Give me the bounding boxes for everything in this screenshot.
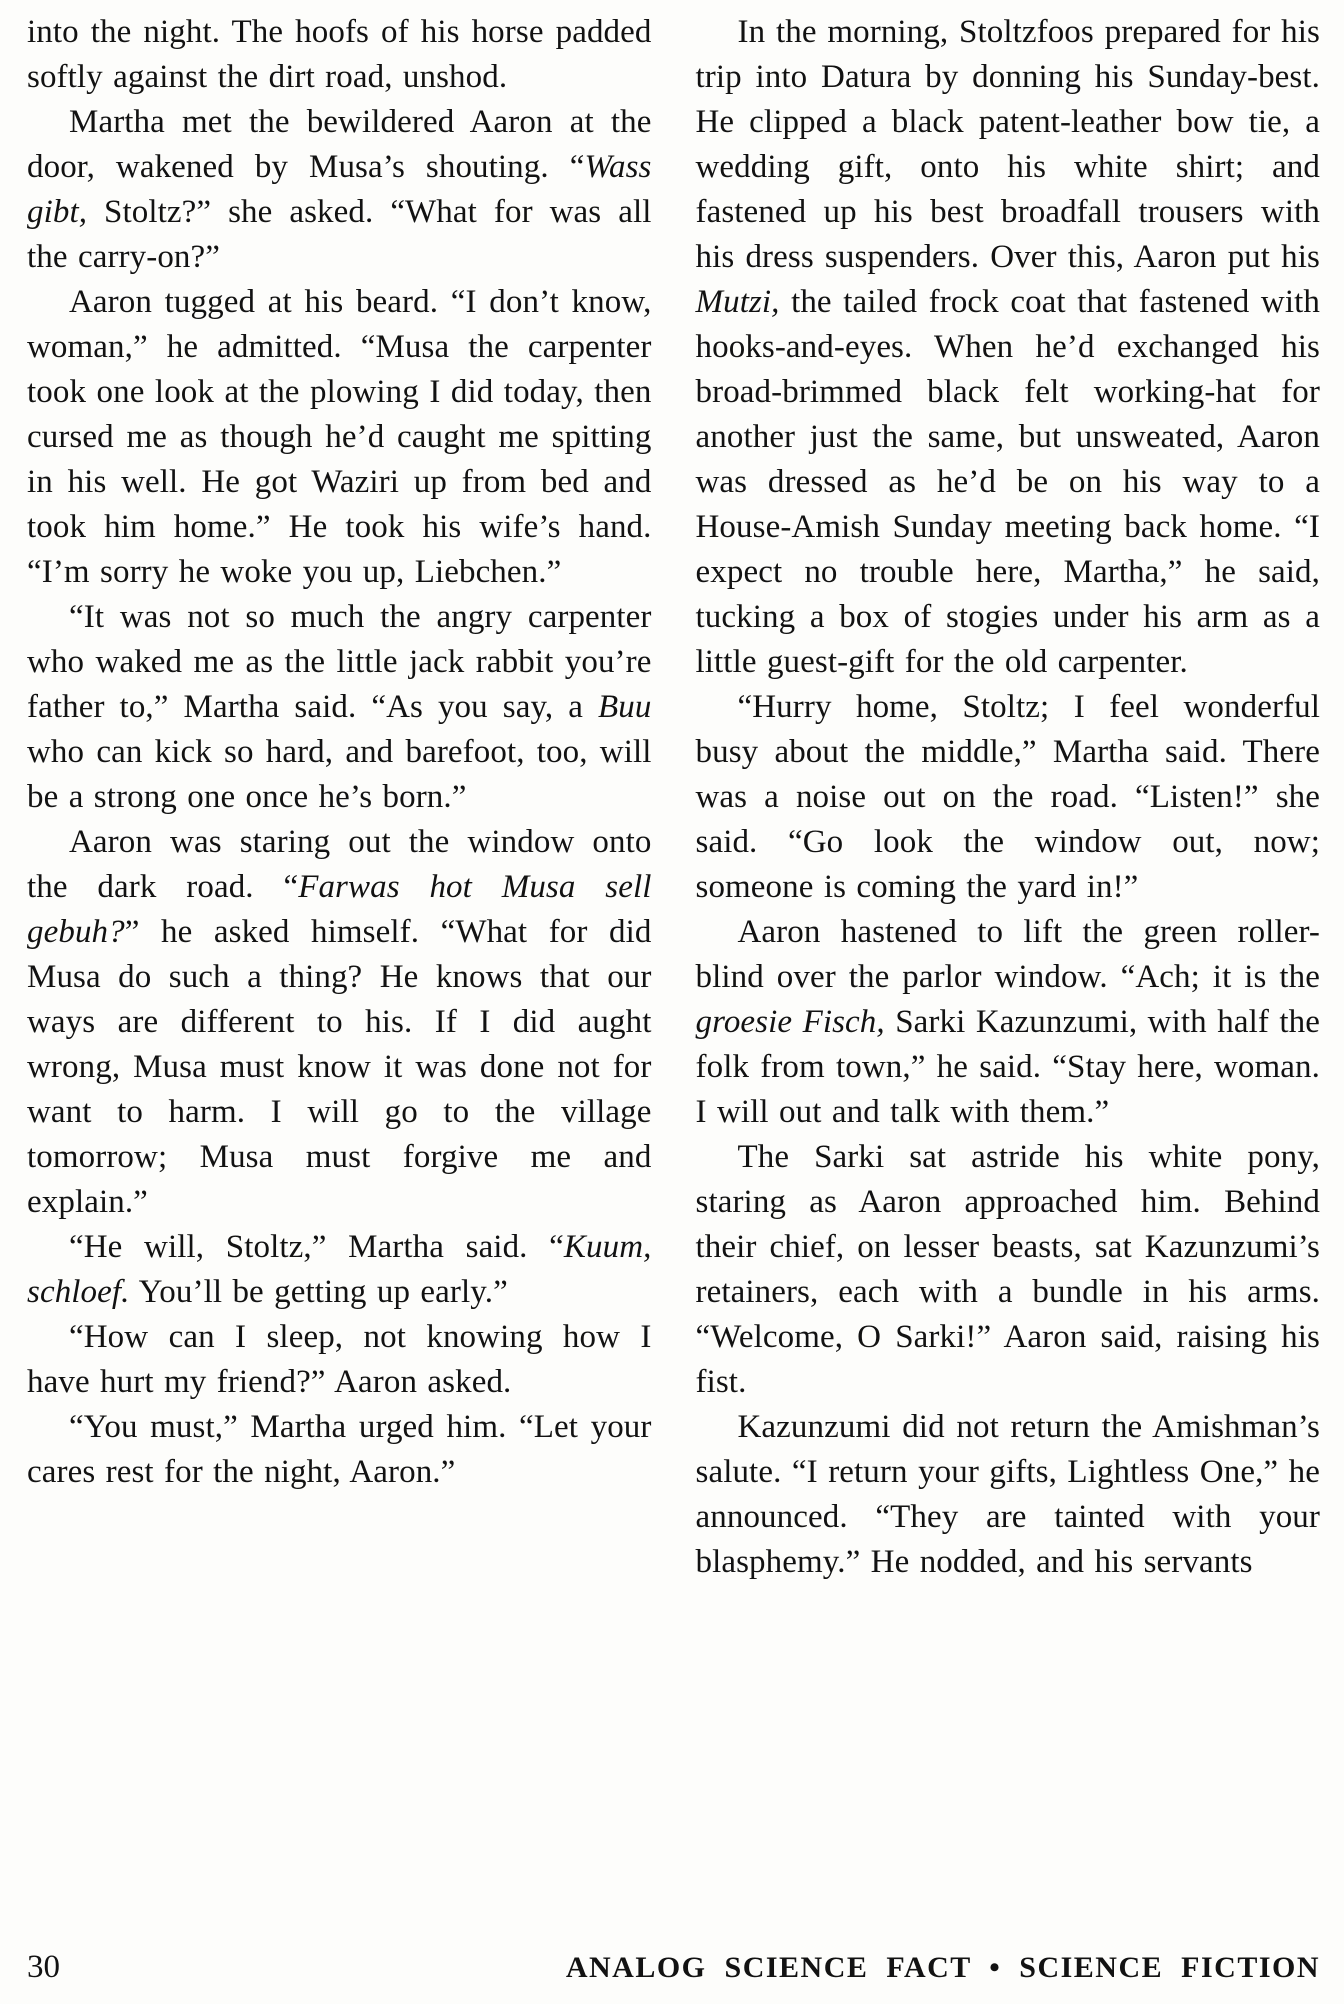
paragraph xyxy=(27,1405,652,1495)
text-segment: “He will, Stoltz,” Martha said. “ xyxy=(69,1229,564,1265)
text-segment: Kazunzumi did not return the Amishman’s salute. “I return your gifts, Lightless One,” he announced. “They are tainted with your blasphemy.” He nodded, and his servants xyxy=(695,1409,1320,1580)
text-segment: The Sarki sat astride his white pony, staring as Aaron approached him. Behind their chief, on lesser beasts, sat Kazunzumi’s retainers, each with a bundle in his arms. “Welcome, O Sarki!” Aaron said, raising his fist. xyxy=(695,1139,1320,1400)
page-number: 30 xyxy=(27,1949,60,1985)
text-segment: “You must,” Martha urged him. “Let your cares rest for the night, Aaron.” xyxy=(27,1409,652,1490)
text-segment: Aaron was staring out the window onto the dark road. “ xyxy=(27,824,652,905)
paragraph xyxy=(27,280,652,595)
magazine-title: ANALOG SCIENCE FACT • SCIENCE FICTION xyxy=(565,1951,1320,1984)
paragraph xyxy=(27,10,652,100)
text-segment: Sarki Kazunzumi, with half the folk from town,” he said. “Stay here, woman. I will out and talk with them.” xyxy=(695,1004,1320,1130)
paragraph xyxy=(696,1135,1321,1405)
text-segment: into the night. The hoofs of his horse padded softly against the dirt road, unshod. xyxy=(27,14,652,95)
italic-text-segment: Wass gibt, xyxy=(27,149,652,230)
text-segment: “It was not so much the angry carpenter who waked me as the little jack rabbit you’re father to,” Martha said. “As you say, a xyxy=(27,599,652,725)
text-column-left xyxy=(27,10,652,1941)
paragraph xyxy=(27,595,652,820)
italic-text-segment: Buu xyxy=(598,689,652,725)
paragraph xyxy=(27,100,652,280)
text-segment: Stoltz?” she asked. “What for was all the carry-on?” xyxy=(27,194,652,275)
paragraph xyxy=(27,1225,652,1315)
text-segment: In the morning, Stoltzfoos prepared for his trip into Datura by donning his Sunday-best. He clipped a black patent-leather bow tie, a wedding gift, onto his white shirt; and fastened up his best broadfall trousers with his dress suspenders. Over this, Aaron put his xyxy=(695,14,1320,275)
text-segment: “Hurry home, Stoltz; I feel wonderful busy about the middle,” Martha said. There was a noise out on the road. “Listen!” she said. “Go look the window out, now; someone is coming the yard in!” xyxy=(695,689,1320,905)
text-columns xyxy=(27,10,1320,1941)
page-footer xyxy=(27,1941,1320,1986)
text-column-right xyxy=(696,10,1321,1941)
text-segment: “How can I sleep, not knowing how I have hurt my friend?” Aaron asked. xyxy=(27,1319,652,1400)
italic-text-segment: Mutzi, xyxy=(695,284,780,320)
italic-text-segment: groesie Fisch, xyxy=(695,1004,885,1040)
text-segment: ” he asked himself. “What for did Musa do such a thing? He knows that our ways are different to his. If I did aught wrong, Musa must know it was done not for want to harm. I will go to the village tomorrow; Musa must forgive me and explain.” xyxy=(27,914,652,1220)
text-segment: You’ll be getting up early.” xyxy=(129,1274,508,1310)
paragraph xyxy=(27,820,652,1225)
paragraph xyxy=(696,10,1321,685)
text-segment: who can kick so hard, and barefoot, too, will be a strong one once he’s born.” xyxy=(27,734,652,815)
text-segment: Aaron tugged at his beard. “I don’t know, woman,” he admitted. “Musa the carpenter took one look at the plowing I did today, then cursed me as though he’d caught me spitting in his well. He got Waziri up from bed and took him home.” He took his wife’s hand. “I’m sorry he woke you up, Liebchen.” xyxy=(27,284,652,590)
paragraph xyxy=(696,1405,1321,1585)
paragraph xyxy=(696,685,1321,910)
text-segment: the tailed frock coat that fastened with hooks-and-eyes. When he’d exchanged his broad-brimmed black felt working-hat for another just the same, but unsweated, Aaron was dressed as he’d be on his way to a House-Amish Sunday meeting back home. “I expect no trouble here, Martha,” he said, tucking a box of stogies under his arm as a little guest-gift for the old carpenter. xyxy=(695,284,1320,680)
text-segment: Martha met the bewildered Aaron at the door, wakened by Musa’s shouting. “ xyxy=(27,104,652,185)
italic-text-segment: Farwas hot Musa sell gebuh? xyxy=(27,869,652,950)
text-segment: Aaron hastened to lift the green roller-blind over the parlor window. “Ach; it is the xyxy=(695,914,1320,995)
paragraph xyxy=(696,910,1321,1135)
italic-text-segment: Kuum, schloef. xyxy=(27,1229,652,1310)
paragraph xyxy=(27,1315,652,1405)
